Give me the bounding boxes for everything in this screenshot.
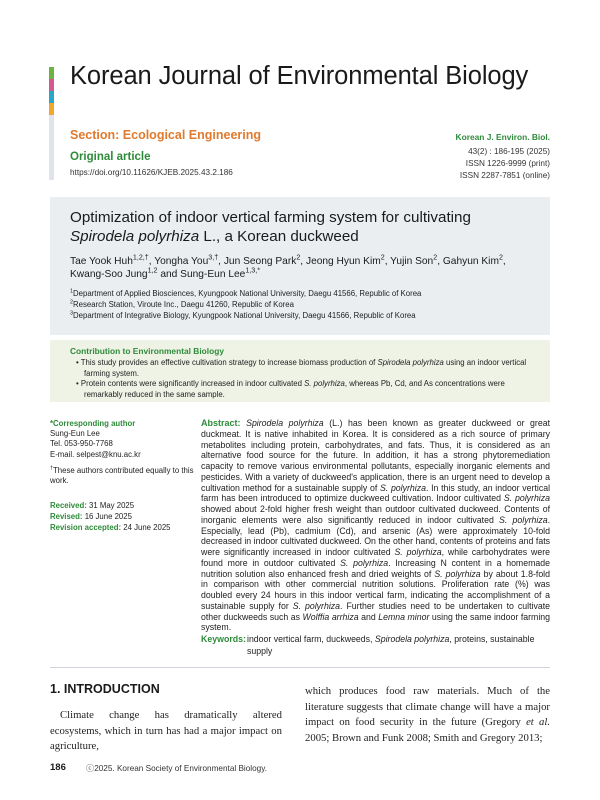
journal-color-bar <box>49 67 54 115</box>
contribution-heading: Contribution to Environmental Biology <box>70 346 224 356</box>
corresponding-tel: Tel. 053-950-7768 <box>50 439 113 449</box>
corresponding-author-info <box>50 429 141 460</box>
affiliation: $^3$Department of Integrative Biology, Kyungpook National University, Daegu 41566, Republic of Korea <box>70 310 416 320</box>
doi-link[interactable]: https://doi.org/10.11626/KJEB.2025.43.2.186 <box>70 168 233 177</box>
contribution-item: • This study provides an effective cultivation strategy to increase biomass production of Spirodela polyrhiza using an indoor vertical farming system. <box>76 358 536 379</box>
article-dates <box>50 501 171 533</box>
author-list: Tae Yook Huh$^{1,2,\dagger}$, Yongha You$^{3,\dagger}$, Jun Seong Park$^2$, Jeong Hyun Kim$^2$, Yujin Son$^2$, Gahyun Kim$^2$, Kwang-Soo Jung$^{1,2}$ and Sung-Eun Lee$^{1,3,*}$ <box>70 253 506 281</box>
corresponding-name: Sung-Eun Lee <box>50 429 100 438</box>
author: Yongha You$^{3,\dagger}$ <box>154 253 219 267</box>
issn-print: ISSN 1226-9999 (print) <box>465 159 550 169</box>
revised-date: Revised: 16 June 2025 <box>50 511 132 521</box>
author: Sung-Eun Lee$^{1,3,*}$ <box>180 266 260 281</box>
author: Gahyun Kim$^2$ <box>442 253 503 267</box>
paper-title <box>70 208 530 246</box>
introduction-column-2: which produces food raw materials. Much of the literature suggests that climate change will have a major impact on food security in the future (Gregory et al. 2005; Brown and Funk 2008; Smith and Gregory 2013; <box>305 685 550 744</box>
color-bar-orange <box>49 103 54 115</box>
introduction-column-1: Climate change has dramatically altered ecosystems, which in turn has had a major impact on agriculture, <box>50 709 282 753</box>
color-bar-green <box>49 67 54 79</box>
section-label: Section: Ecological Engineering <box>70 128 262 142</box>
contribution-list <box>76 358 536 400</box>
author: Yujin Son$^2$ <box>390 253 438 267</box>
page-number: 186 <box>50 762 66 773</box>
color-bar-blue <box>49 91 54 103</box>
section-divider <box>50 667 550 668</box>
color-bar-pink <box>49 79 54 91</box>
journal-abbreviation: Korean J. Environ. Biol. <box>455 132 550 142</box>
author: Tae Yook Huh$^{1,2,\dagger}$ <box>70 253 149 267</box>
journal-meta <box>460 146 550 183</box>
header-side-bar <box>49 115 54 180</box>
accepted-date: Revision accepted: 24 June 2025 <box>50 522 171 532</box>
introduction-heading: 1. INTRODUCTION <box>50 682 160 696</box>
author: Jeong Hyun Kim$^2$ <box>305 253 385 267</box>
keywords-label: Keywords: <box>201 634 246 644</box>
title-species: Spirodela polyrhiza <box>70 228 200 245</box>
author: Jun Seong Park$^2$ <box>223 253 301 267</box>
article-type: Original article <box>70 151 151 163</box>
title-part1: Optimization of indoor vertical farming system for cultivating <box>70 209 471 226</box>
abstract: Abstract: Spirodela polyrhiza (L.) has been known as greater duckweed or great duckmeat. It is native inhabited in Korea. It is considered as a rich source of primary metabolites including protein, carbohydrates, and fats. Thus, it is considered as an alternative food source for the future. In addition, it has a strong phytoremediation capacity to remove various environmental pollutants, especially inorganic elements and pesticides. With a variety of duckweed's application, there is an urgent need to develop a cultivation method for a sustainable supply of S. polyrhiza. In this study, an indoor vertical farm has been introduced to optimize duckweed cultivation. Indoor cultivated S. polyrhiza showed about 2-fold higher fresh weight than outdoor cultivated duckweed. Contents of inorganic elements were also significantly reduced in indoor cultivated S. polyrhiza. Especially, lead (Pb), cadmium (Cd), and arsenic (As) were approximately 10-fold decreased in indoor cultivated duckweed. On the other hand, contents of proteins and fats were significantly increased in indoor cultivated S. polyrhiza, while carbohydrates were found more in outdoor cultivated S. polyrhiza. Increasing N content in a homemade nutrition solution also enhanced fresh and dried weights of S. polyrhiza by about 1.8-fold in comparison with other commercial nutrition solutions. Proliferation rate (%) was doubled every 24 hours in this indoor vertical farm, indicating the accomplishment of a sustainable supply for S. polyrhiza. Further studies need to be undertaken to cultivate other duckweeds such as Wolffia arrhiza and Lemna minor using the same indoor farming system. <box>201 418 551 633</box>
volume-pages: 43(2) : 186-195 (2025) <box>468 147 550 156</box>
copyright: ⓒ2025. Korean Society of Environmental Biology. <box>86 764 267 773</box>
affiliation: $^2$Research Station, Viroute Inc., Daegu 41260, Republic of Korea <box>70 299 294 309</box>
abstract-label: Abstract: <box>201 418 241 428</box>
journal-title: Korean Journal of Environmental Biology <box>70 62 529 90</box>
keywords: indoor vertical farm, duckweeds, Spirodela polyrhiza, proteins, sustainable supply <box>247 634 535 656</box>
author: Kwang-Soo Jung$^{1,2}$ <box>70 266 158 281</box>
corresponding-author-heading: *Corresponding author <box>50 419 136 428</box>
affiliations <box>70 288 540 321</box>
title-part2: L., a Korean duckweed <box>199 228 359 245</box>
corresponding-email[interactable]: E-mail. selpest@knu.ac.kr <box>50 449 141 459</box>
contribution-item: • Protein contents were significantly increased in indoor cultivated S. polyrhiza, whereas Pb, Cd, and As concentrations were remarkably reduced in the same sample. <box>76 379 536 400</box>
issn-online: ISSN 2287-7851 (online) <box>459 171 550 181</box>
equal-contribution-note: †These authors contributed equally to this work. <box>50 465 194 486</box>
affiliation: $^1$Department of Applied Biosciences, Kyungpook National University, Daegu 41566, Republic of Korea <box>70 288 422 298</box>
received-date: Received: 31 May 2025 <box>50 501 135 510</box>
